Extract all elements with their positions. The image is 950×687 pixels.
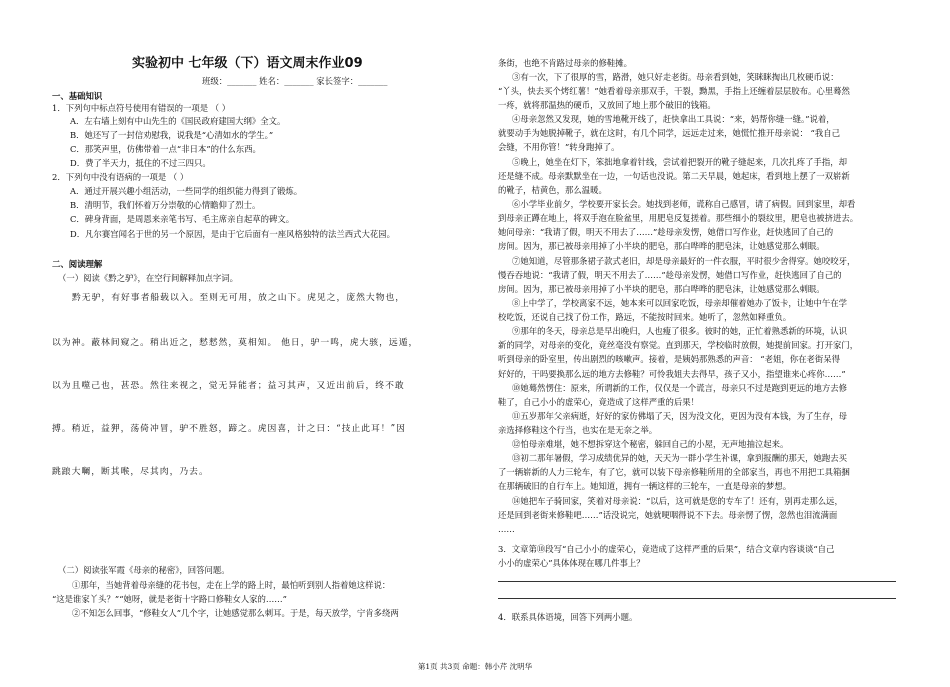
passage-line: 的靴子，桔黄色，那么温暖。 [498,185,607,195]
q2-option-b: B．清明节，我们怀着万分崇敬的心情瞻仰了烈士。 [70,200,261,210]
passage-line: ⑦她知道，尽管那条裙子款式老旧，却是母亲最好的一件衣服，平时很少舍得穿。她咬咬牙， [512,256,856,266]
passage-line: ⑪五岁那年父亲病逝，好好的家仿佛塌了天，因为没文化，更因为没有本钱，为了生存，母 [512,411,847,421]
passage-line: 了一辆崭新的人力三轮车，有了它，就可以装下母亲修鞋所用的全部家当，再也不用把工具箱捆 [498,467,850,477]
ancient-text-line: 跳踉大㘎，断其喉，尽其肉，乃去。 [52,467,209,477]
answer-line[interactable] [498,581,896,582]
passage-line: ①那年，当她背着母亲缝的花书包，走在上学的路上时，最怕听到别人指着她这样说： [72,580,391,590]
passage-line: ⑭她把车子骑回家，笑着对母亲说：“以后，这可就是您的专车了！还有，别再走那么远， [512,496,843,506]
passage-line: ⑧上中学了，学校离家不远，她本来可以回家吃饭，母亲却催着她办了饭卡，让她中午在学 [512,298,847,308]
ancient-text-line: 黔无驴，有好事者船载以入。至则无可用，放之山下。虎见之，庞然大物也， [72,293,406,303]
question-3: 3．文章第⑩段写“自己小小的虚荣心，竟造成了这样严重的后果”，结合文章内容谈谈“自己 [498,544,835,554]
passage-line: 鞋了，自己小小的虚荣心，竟造成了这样严重的后果！ [498,397,699,407]
ancient-text-line: 以为且噬己也，甚恐。然往来视之，觉无异能者；益习其声，又近出前后，终不敢 [52,381,405,391]
q1-option-d: D．费了半天力，抵住的不过三四只。 [70,158,211,168]
passage-line: 她问母亲：“我请了假，明天不用去了……”趁母亲发愣，她借口写作业，赶快逃回了自己的 [498,227,834,237]
passage-line: 慢吞吞地说：“我请了假，明天不用去了……”趁母亲发愣，她借口写作业，赶快逃回了自己的 [498,270,842,280]
passage-line: 还是缝不成。母亲默默坐在一边，一句话也没说。第二天早晨，她起床，看到地上摆了一双崭新 [498,171,850,181]
passage-line: ③有一次，下了很厚的雪，路滑，她只好走老街。母亲看到她，笑眯眯掏出几枚硬币说： [512,72,839,82]
passage-line: 房间。因为，那已被母亲用掉了小半块的肥皂，那白哗哗的肥皂沫，让她感觉那么刺眼。 [498,284,825,294]
passage-line: ⑬初二那年暑假，学习成绩优异的她，天天为一群小学生补课，拿到报酬的那天，她跑去买 [512,453,847,463]
passage-line: 好好的，干吗要换那么远的地方去修鞋？可怜我姐夫去得早，孩子又小，指望谁来心疼你……” [498,369,846,379]
passage-line: ⑨那年的冬天，母亲总是早出晚归，人也瘦了很多。彼时的她，正忙着熟悉新的环境，认识 [512,326,847,336]
page-title: 实验初中 七年级（下）语文周末作业09 [132,56,363,71]
passage-line: ④母亲忽然又发现，她的雪地靴开线了，赶快拿出工具说：“来，妈帮你缝一缝。”说着， [512,114,835,124]
passage-line: …… [498,524,515,534]
question-4: 4．联系具体语境，回答下列两小题。 [498,612,638,622]
ancient-text-line: 搏。稍近，益狎，荡倚冲冒，驴不胜怒，蹄之。虎因喜，计之曰：“技止此耳！”因 [52,424,406,434]
q2-option-d: D．凡尔赛宫闻名于世的另一个原因，是由于它后面有一座风格独特的法兰西式大花园。 [70,229,395,239]
passage-line: ⑫怕母亲难堪，她不想拆穿这个秘密，躲回自己的小屋，无声地抽泣起来。 [512,439,789,449]
part2-intro: （二）阅读张军霞《母亲的秘密》，回答问题。 [58,565,230,575]
section-reading: 二、阅读理解 [52,259,103,269]
q2-option-a: A．通过开展兴趣小组活动，一些同学的组织能力得到了锻炼。 [70,186,303,196]
q2-option-c: C．碑身背面，是周恩来亲笔书写、毛主席亲自起草的碑文。 [70,214,295,224]
passage-line: ⑥小学毕业前夕，学校要开家长会。她找到老师，谎称自己感冒，请了病假。回到家里，却看 [512,199,856,209]
passage-line: ⑩她蓦然愣住：原来，所谓新的工作，仅仅是一个谎言，母亲只不过是跑到更远的地方去修 [512,383,847,393]
passage-line: 到母亲正蹲在地上，将双手泡在脸盆里，用肥皂反复搓着。那些细小的裂纹里，肥皂也被挤进去。 [498,213,859,223]
part1-intro: （一）阅读《黔之驴》，在空行间解释加点字词。 [58,273,239,283]
question-3-cont: 小小的虚荣心”具体体现在哪几件事上？ [498,558,645,568]
question-2: 2．下列句中没有语病的一项是 （ ） [52,172,189,182]
passage-line: 会缝，不用你管！”转身跑掉了。 [498,142,620,152]
ancient-text-line: 以为神。蔽林间窥之。稍出近之，慭慭然，莫相知。 他日，驴一鸣，虎大骇，远遁， [52,338,419,348]
passage-line: 还是回到老街来修鞋吧……”话没说完，她就哽咽得说不下去。母亲愣了愣，忽然也泪流满面 [498,510,838,520]
header-info: 班级：_______ 姓名：_______ 家长签字：_______ [202,76,388,86]
question-1: 1．下列句中标点符号使用有错误的一项是 （ ） [52,103,231,113]
page-footer: 第1页 共3页 命题：韩小芹 沈明华 [417,662,533,671]
passage-line: ②不知怎么回事，“修鞋女人”几个字，让她感觉那么刺耳。于是，每天放学，宁肯多绕两 [72,608,399,618]
passage-line: 就要动手为她脱掉靴子，就在这时，有几个同学，远远走过来，她慌忙推开母亲说： “我自己 [498,128,840,138]
passage-line: 条街，也绝不肯路过母亲的修鞋摊。 [498,58,632,68]
q1-option-b: B．她还写了一封信劝慰我，说我是“心清如水的学生。” [70,130,274,140]
section-basic-knowledge: 一、基础知识 [52,91,103,101]
answer-line[interactable] [498,598,896,599]
passage-line: “这是谁家丫头？”“她呀，就是老街十字路口修鞋女人家的……” [52,594,287,604]
passage-line: 亲选择修鞋这个行当，也实在是无奈之举。 [498,425,658,435]
q1-option-a: A．左右墙上刻有中山先生的《国民政府建国大纲》全文。 [70,116,286,126]
passage-line: 在那辆破旧的自行车上。她知道，拥有一辆这样的三轮车，一直是母亲的梦想。 [498,481,792,491]
passage-line: “丫头，快去买个烤红薯！”她看着母亲那双手，干裂，黝黑，手指上还缠着层层胶布。心里蓦然 [498,86,850,96]
passage-line: ⑤晚上，她坐在灯下，笨拙地拿着针线，尝试着把裂开的靴子缝起来，几次扎疼了手指，却 [512,157,847,167]
q1-option-c: C．那笑声里，仿佛带着一点“非日本”的什么东西。 [70,144,261,154]
passage-line: 校吃饭，还说自己找了份工作，路远，不能按时回来。她听了，忽然如释重负。 [498,312,792,322]
passage-line: 听到母亲的卧室里，传出剧烈的咳嗽声。接着，是姨妈那熟悉的声音： “老姐，你在老街呆得 [498,354,840,364]
passage-line: 一疼，就将那温热的硬币，又放回了地上那个破旧的钱箱。 [498,100,716,110]
passage-line: 房间。因为，那已被母亲用掉了小半块的肥皂，那白哗哗的肥皂沫，让她感觉那么刺眼。 [498,241,825,251]
passage-line: 新的同学，对母亲的变化，竟丝毫没有察觉。直到那天，学校临时放假，她提前回家。打开家门， [498,340,859,350]
